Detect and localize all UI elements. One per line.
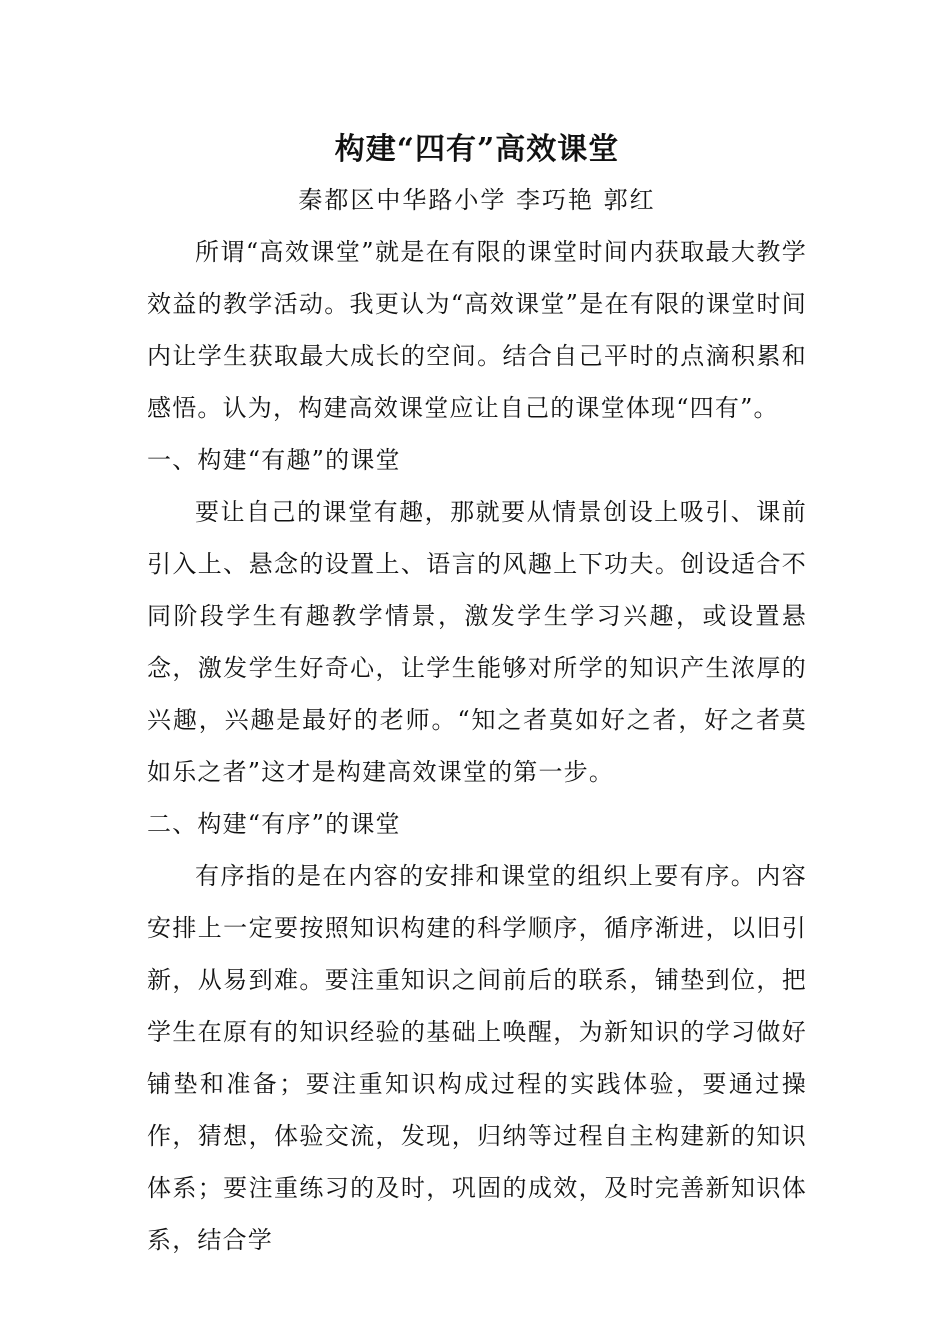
section-body-2: 有序指的是在内容的安排和课堂的组织上要有序。内容安排上一定要按照知识构建的科学顺序，循序渐进，以旧引新，从易到难。要注重知识之间前后的联系，铺垫到位，把学生在原有的知识经验的基础上唤醒，为新知识的学习做好铺垫和准备；要注重知识构成过程的实践体验，要通过操作，猜想，体验交流，发现，归纳等过程自主构建新的知识体系；要注重练习的及时，巩固的成效，及时完善新知识体系，结合学 [147, 862, 807, 1254]
section-heading-1: 一、构建“有趣”的课堂 [147, 446, 401, 474]
document-author: 秦都区中华路小学 李巧艳 郭红 [298, 186, 656, 214]
section-body-1: 要让自己的课堂有趣，那就要从情景创设上吸引、课前引入上、悬念的设置上、语言的风趣上下功夫。创设适合不同阶段学生有趣教学情景，激发学生学习兴趣，或设置悬念，激发学生好奇心，让学生能够对所学的知识产生浓厚的兴趣，兴趣是最好的老师。“知之者莫如好之者，好之者莫如乐之者”这才是构建高效课堂的第一步。 [147, 498, 807, 786]
section-heading-2: 二、构建“有序”的课堂 [147, 810, 401, 838]
document-title: 构建“四有”高效课堂 [334, 132, 620, 167]
intro-paragraph: 所谓“高效课堂”就是在有限的课堂时间内获取最大教学效益的教学活动。我更认为“高效课堂”是在有限的课堂时间内让学生获取最大成长的空间。结合自己平时的点滴积累和感悟。认为，构建高效课堂应让自己的课堂体现“四有”。 [147, 238, 807, 422]
document-page [147, 122, 807, 1266]
